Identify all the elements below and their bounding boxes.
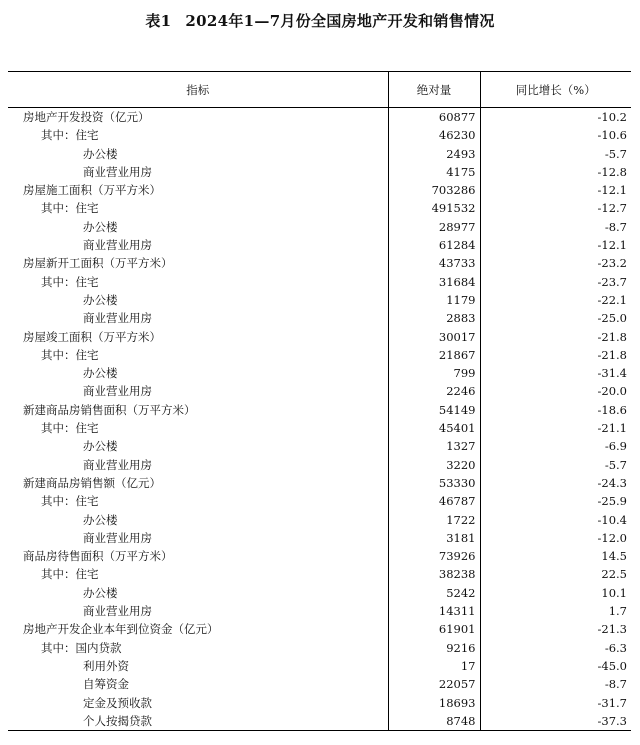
table-row [8, 694, 631, 712]
absolute-value: 45401 [388, 419, 480, 437]
absolute-value: 61284 [388, 236, 480, 254]
growth-value: -45.0 [480, 657, 631, 675]
absolute-value: 30017 [388, 328, 480, 346]
row-label: 其中：住宅 [41, 494, 99, 509]
row-label: 办公楼 [83, 439, 118, 454]
absolute-value: 8748 [388, 712, 480, 731]
absolute-value: 1722 [388, 511, 480, 529]
table-row [8, 565, 631, 583]
table-row [8, 199, 631, 217]
header-row [8, 72, 631, 108]
growth-value: -10.4 [480, 511, 631, 529]
row-label: 房屋施工面积（万平方米） [23, 183, 161, 198]
row-label: 利用外资 [83, 658, 129, 673]
table-row [8, 346, 631, 364]
table-row [8, 602, 631, 620]
header-growth: 同比增长（%） [480, 72, 631, 108]
row-label: 其中：住宅 [41, 128, 99, 143]
row-label: 个人按揭贷款 [8, 712, 388, 731]
row-label: 房屋竣工面积（万平方米） [23, 329, 161, 344]
row-label: 办公楼 [83, 219, 118, 234]
row-label: 房地产开发企业本年到位资金（亿元） [23, 622, 219, 637]
row-label: 办公楼 [83, 512, 118, 527]
absolute-value: 2883 [388, 309, 480, 327]
row-label: 商业营业用房 [83, 384, 152, 399]
growth-value: -12.8 [480, 163, 631, 181]
table-row [8, 328, 631, 346]
table-row [8, 511, 631, 529]
row-label: 其中：国内贷款 [41, 640, 122, 655]
growth-value: -31.4 [480, 364, 631, 382]
growth-value: -6.9 [480, 437, 631, 455]
row-label: 商业营业用房 [83, 164, 152, 179]
table-row [8, 419, 631, 437]
absolute-value: 28977 [388, 218, 480, 236]
row-label: 定金及预收款 [83, 695, 152, 710]
growth-value: -37.3 [480, 712, 631, 731]
table-row [8, 492, 631, 510]
table-row [8, 584, 631, 602]
absolute-value: 46787 [388, 492, 480, 510]
table-row [8, 309, 631, 327]
row-label: 办公楼 [83, 585, 118, 600]
table-row [8, 291, 631, 309]
table-body [8, 108, 631, 731]
growth-value: -21.8 [480, 328, 631, 346]
absolute-value: 3181 [388, 529, 480, 547]
growth-value: -12.1 [480, 181, 631, 199]
growth-value: -25.0 [480, 309, 631, 327]
growth-value: 10.1 [480, 584, 631, 602]
absolute-value: 22057 [388, 675, 480, 693]
row-label: 办公楼 [83, 292, 118, 307]
absolute-value: 17 [388, 657, 480, 675]
row-label: 自筹资金 [83, 677, 129, 692]
row-label: 商品房待售面积（万平方米） [23, 549, 173, 564]
row-label: 其中：住宅 [41, 421, 99, 436]
growth-value: -5.7 [480, 456, 631, 474]
growth-value: -21.8 [480, 346, 631, 364]
table-row [8, 657, 631, 675]
row-label: 新建商品房销售额（亿元） [23, 475, 161, 490]
table-number: 表1 [145, 12, 172, 30]
absolute-value: 73926 [388, 547, 480, 565]
absolute-value: 46230 [388, 126, 480, 144]
table-caption: 2024年1—7月份全国房地产开发和销售情况 [185, 12, 495, 30]
table-row [8, 382, 631, 400]
growth-value: -12.1 [480, 236, 631, 254]
table-row [8, 675, 631, 693]
absolute-value: 43733 [388, 254, 480, 272]
growth-value: -5.7 [480, 145, 631, 163]
table-row [8, 181, 631, 199]
row-label: 商业营业用房 [83, 457, 152, 472]
absolute-value: 54149 [388, 401, 480, 419]
row-label: 办公楼 [83, 146, 118, 161]
absolute-value: 38238 [388, 565, 480, 583]
growth-value: -8.7 [480, 675, 631, 693]
row-label: 其中：住宅 [41, 347, 99, 362]
absolute-value: 9216 [388, 639, 480, 657]
table-row [8, 529, 631, 547]
table-row [8, 401, 631, 419]
growth-value: -22.1 [480, 291, 631, 309]
table-row [8, 108, 631, 127]
table-row [8, 639, 631, 657]
table-row [8, 254, 631, 272]
table-row [8, 145, 631, 163]
absolute-value: 5242 [388, 584, 480, 602]
growth-value: -10.6 [480, 126, 631, 144]
table-row [8, 126, 631, 144]
absolute-value: 2493 [388, 145, 480, 163]
table-row [8, 474, 631, 492]
absolute-value: 1327 [388, 437, 480, 455]
growth-value: 14.5 [480, 547, 631, 565]
table-row [8, 218, 631, 236]
table-row [8, 273, 631, 291]
growth-value: -25.9 [480, 492, 631, 510]
growth-value: -21.1 [480, 419, 631, 437]
absolute-value: 4175 [388, 163, 480, 181]
table-row [8, 364, 631, 382]
absolute-value: 491532 [388, 199, 480, 217]
growth-value: -23.7 [480, 273, 631, 291]
growth-value: -6.3 [480, 639, 631, 657]
row-label: 房地产开发投资（亿元） [23, 110, 150, 124]
row-label: 其中：住宅 [41, 567, 99, 582]
table-row [8, 236, 631, 254]
growth-value: -21.3 [480, 620, 631, 638]
growth-value: -12.7 [480, 199, 631, 217]
row-label: 商业营业用房 [83, 530, 152, 545]
row-label: 商业营业用房 [83, 238, 152, 253]
row-label: 房屋新开工面积（万平方米） [23, 256, 173, 271]
growth-value: -10.2 [480, 108, 631, 127]
table-row [8, 437, 631, 455]
table-row [8, 620, 631, 638]
row-label: 商业营业用房 [83, 604, 152, 619]
table-row [8, 163, 631, 181]
absolute-value: 53330 [388, 474, 480, 492]
growth-value: -23.2 [480, 254, 631, 272]
table-row [8, 456, 631, 474]
growth-value: 22.5 [480, 565, 631, 583]
absolute-value: 3220 [388, 456, 480, 474]
absolute-value: 31684 [388, 273, 480, 291]
row-label: 办公楼 [83, 366, 118, 381]
absolute-value: 61901 [388, 620, 480, 638]
header-absolute: 绝对量 [388, 72, 480, 108]
table-row [8, 547, 631, 565]
row-label: 其中：住宅 [41, 274, 99, 289]
growth-value: -12.0 [480, 529, 631, 547]
row-label: 新建商品房销售面积（万平方米） [23, 402, 196, 417]
row-label: 其中：住宅 [41, 201, 99, 216]
growth-value: 1.7 [480, 602, 631, 620]
data-table [8, 71, 631, 731]
growth-value: -8.7 [480, 218, 631, 236]
header-indicator: 指标 [8, 72, 388, 108]
table-row [8, 712, 631, 731]
absolute-value: 14311 [388, 602, 480, 620]
absolute-value: 18693 [388, 694, 480, 712]
growth-value: -18.6 [480, 401, 631, 419]
row-label: 商业营业用房 [83, 311, 152, 326]
absolute-value: 1179 [388, 291, 480, 309]
table-title [0, 10, 640, 31]
absolute-value: 703286 [388, 181, 480, 199]
absolute-value: 2246 [388, 382, 480, 400]
absolute-value: 799 [388, 364, 480, 382]
growth-value: -31.7 [480, 694, 631, 712]
absolute-value: 60877 [388, 108, 480, 127]
growth-value: -20.0 [480, 382, 631, 400]
growth-value: -24.3 [480, 474, 631, 492]
absolute-value: 21867 [388, 346, 480, 364]
